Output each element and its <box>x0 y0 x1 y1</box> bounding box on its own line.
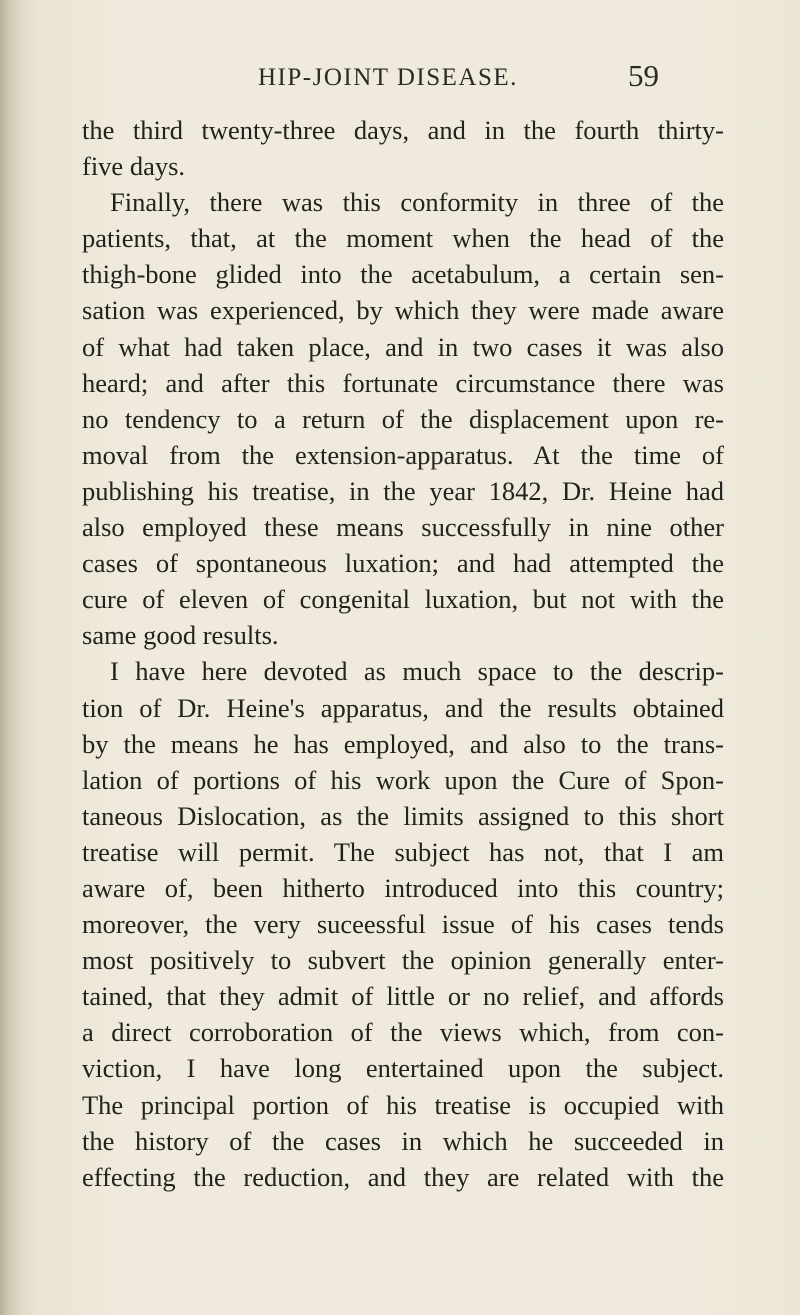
text-line: tion of Dr. Heine's apparatus, and the results obtained <box>82 692 724 723</box>
text-line: viction, I have long entertained upon the subject. <box>82 1053 724 1084</box>
text-line: a direct corroboration of the views which, from con- <box>82 1017 724 1048</box>
text-line: moval from the extension-apparatus. At the time of <box>82 439 724 470</box>
text-line: five days. <box>82 151 186 182</box>
text-line: cases of spontaneous luxation; and had attempted the <box>82 548 724 579</box>
text-line: publishing his treatise, in the year 1842, Dr. Heine had <box>82 475 724 506</box>
text-line: lation of portions of his work upon the Cure of Spon- <box>82 764 724 795</box>
text-line: The principal portion of his treatise is occupied with <box>82 1089 724 1120</box>
text-line: of what had taken place, and in two cases it was also <box>82 331 724 362</box>
text-line: no tendency to a return of the displacement upon re- <box>82 403 724 434</box>
text-line: the history of the cases in which he succeeded in <box>82 1125 724 1156</box>
page-number: 59 <box>628 58 659 93</box>
page-header <box>0 58 800 102</box>
text-line: most positively to subvert the opinion generally enter- <box>82 945 724 976</box>
body-text <box>82 112 724 1195</box>
text-line: heard; and after this fortunate circumstance there was <box>82 367 724 398</box>
text-line: cure of eleven of congenital luxation, but not with the <box>82 584 724 615</box>
text-line: thigh-bone glided into the acetabulum, a certain sen- <box>82 259 724 290</box>
text-line: by the means he has employed, and also to the trans- <box>82 728 724 759</box>
text-line: effecting the reduction, and they are related with the <box>82 1161 724 1192</box>
page-spine-shadow <box>0 0 22 1315</box>
text-line: sation was experienced, by which they were made aware <box>82 295 724 326</box>
text-line: the third twenty-three days, and in the fourth thirty- <box>82 115 724 145</box>
text-line: taneous Dislocation, as the limits assigned to this short <box>82 800 724 831</box>
text-line: I have here devoted as much space to the descrip- <box>110 656 724 687</box>
text-line: tained, that they admit of little or no relief, and affords <box>82 981 724 1012</box>
text-line: aware of, been hitherto introduced into this country; <box>82 872 724 903</box>
running-title: HIP-JOINT DISEASE. <box>258 64 518 91</box>
text-line: also employed these means successfully in nine other <box>82 512 724 543</box>
text-line: treatise will permit. The subject has not, that I am <box>82 836 724 867</box>
text-line: Finally, there was this conformity in three of the <box>110 187 724 218</box>
text-line: same good results. <box>82 620 279 651</box>
text-line: moreover, the very suceessful issue of his cases tends <box>82 909 724 940</box>
text-line: patients, that, at the moment when the head of the <box>82 223 724 254</box>
